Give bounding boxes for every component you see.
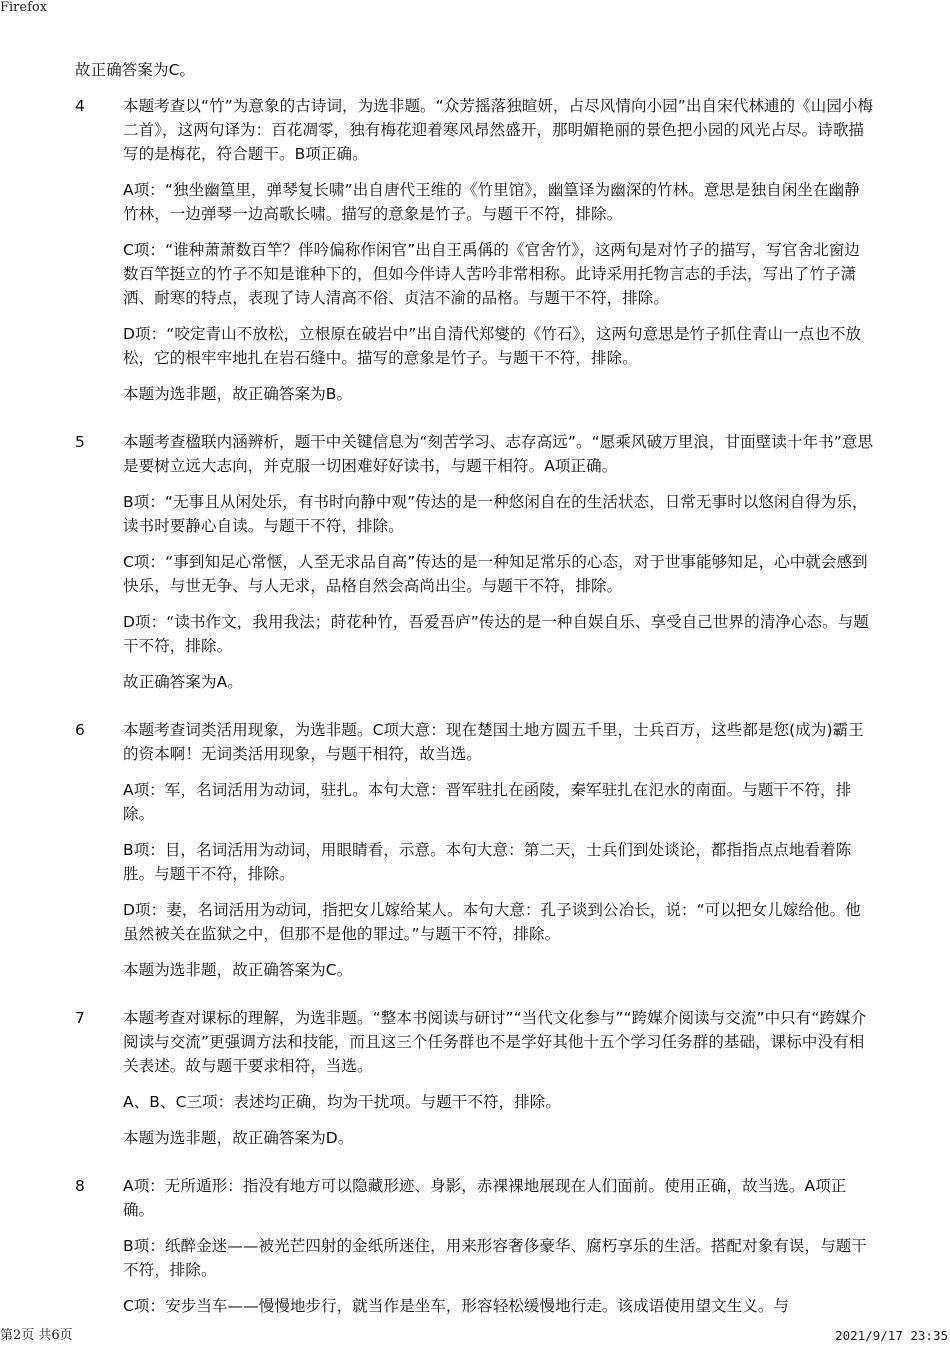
option-d-analysis: D项：“读书作文，我用我法；莳花种竹，吾爱吾庐”传达的是一种自娱自乐、享受自己世界的清净心态。与题干不符，排除。 [123, 613, 869, 655]
option-a-analysis: A项：军，名词活用为动词，驻扎。本句大意：晋军驻扎在函陵，秦军驻扎在氾水的南面。与题干不符，排除。 [123, 781, 852, 823]
option-b-analysis: B项：目，名词活用为动词，用眼睛看，示意。本句大意：第二天，士兵们到处谈论，都指指点点地看着陈胜。与题干不符，排除。 [123, 841, 852, 883]
previous-answer-line: 故正确答案为C。 [75, 61, 196, 79]
answer-conclusion: 本题为选非题，故正确答案为D。 [123, 1129, 354, 1147]
question-6 [75, 718, 875, 994]
question-4 [75, 94, 875, 418]
question-number: 6 [75, 721, 85, 739]
question-explanation [123, 1174, 875, 1330]
option-c-analysis: C项：“事到知足心常惬，人至无求品自高”传达的是一种知足常乐的心态，对于世事能够知足，心中就会感到快乐，与世无争、与人无求，品格自然会高尚出尘。与题干不符，排除。 [123, 553, 868, 595]
question-number: 5 [75, 433, 85, 451]
answer-conclusion: 本题为选非题，故正确答案为C。 [123, 961, 353, 979]
question-number: 4 [75, 97, 85, 115]
question-5 [75, 430, 875, 706]
explanation-paragraph: 本题考查以“竹”为意象的古诗词，为选非题。“众芳摇落独暄妍，占尽风情向小园”出自宋代林逋的《山园小梅二首》，这两句译为：百花凋零，独有梅花迎着寒风昂然盛开，那明媚艳丽的景色把小园的风光占尽。诗歌描写的是梅花，符合题干。B项正确。 [123, 97, 874, 163]
question-explanation [123, 1006, 875, 1162]
explanation-paragraph: 本题考查词类活用现象，为选非题。C项大意：现在楚国土地方圆五千里，士兵百万，这些都是您(成为)霸王的资本啊！无词类活用现象，与题干相符，故当选。 [123, 721, 864, 763]
option-b-analysis: B项：“无事且从闲处乐，有书时向静中观”传达的是一种悠闲自在的生活状态，日常无事时以悠闲自得为乐，读书时要静心自读。与题干不符，排除。 [123, 493, 868, 535]
option-b-analysis: B项：纸醉金迷——被光芒四射的金纸所迷住，用来形容奢侈豪华、腐朽享乐的生活。搭配对象有误，与题干不符，排除。 [123, 1237, 867, 1279]
explanation-paragraph: 本题考查楹联内涵辨析，题干中关键信息为“刻苦学习、志存高远”。“愿乘风破万里浪，甘面壁读十年书”意思是要树立远大志向，并克服一切困难好好读书，与题干相符。A项正确。 [123, 433, 874, 475]
question-explanation [123, 718, 875, 994]
option-d-analysis: D项：“咬定青山不放松，立根原在破岩中”出自清代郑燮的《竹石》，这两句意思是竹子抓住青山一点也不放松，它的根牢牢地扎在岩石缝中。描写的意象是竹子。与题干不符，排除。 [123, 325, 862, 367]
question-8 [75, 1174, 875, 1330]
answer-conclusion: 本题为选非题，故正确答案为B。 [123, 385, 353, 403]
question-7 [75, 1006, 875, 1162]
question-number: 7 [75, 1009, 85, 1027]
explanation-paragraph: 本题考查对课标的理解，为选非题。“整本书阅读与研讨”“当代文化参与”“跨媒介阅读与交流”中只有“跨媒介阅读与交流”更强调方法和技能，而且这三个任务群也不是学好其他十五个学习任务群的基础，课标中没有相关表述。故与题干要求相符，当选。 [123, 1009, 867, 1075]
question-explanation [123, 430, 875, 706]
option-d-analysis: D项：妻，名词活用为动词，指把女儿嫁给某人。本句大意：孔子谈到公冶长，说：“可以把女儿嫁给他。他虽然被关在监狱之中，但那不是他的罪过。”与题干不符，排除。 [123, 901, 861, 943]
option-c-analysis: C项：安步当车——慢慢地步行，就当作是坐车，形容轻松缓慢地行走。该成语使用望文生义。与 [123, 1297, 790, 1315]
option-a-analysis: A项：“独坐幽篁里，弹琴复长啸”出自唐代王维的《竹里馆》，幽篁译为幽深的竹林。意思是独自闲坐在幽静竹林，一边弹琴一边高歌长啸。描写的意象是竹子。与题干不符，排除。 [123, 181, 860, 223]
option-c-analysis: C项：“谁种萧萧数百竿？伴吟偏称作闲官”出自王禹偁的《官舍竹》，这两句是对竹子的描写，写官舍北窗边数百竿挺立的竹子不知是谁种下的，但如今伴诗人苦吟非常相称。此诗采用托物言志的手法，写出了竹子潇洒、耐寒的特点，表现了诗人清高不俗、贞洁不渝的品格。与题干不符，排除。 [123, 241, 861, 307]
question-number: 8 [75, 1177, 85, 1195]
page-indicator: 第2页 共6页 [0, 1328, 73, 1343]
answer-conclusion: 故正确答案为A。 [123, 673, 243, 691]
print-timestamp: 2021/9/17 23:35 [835, 1328, 948, 1343]
answer-explanations [75, 58, 875, 1342]
options-abc-analysis: A、B、C三项：表述均正确，均为干扰项。与题干不符，排除。 [123, 1093, 561, 1111]
question-explanation [123, 94, 875, 418]
browser-title: Firefox [0, 0, 48, 15]
option-a-analysis: A项：无所遁形：指没有地方可以隐藏形迹、身影，赤裸裸地展现在人们面前。使用正确，故当选。A项正确。 [123, 1177, 847, 1219]
